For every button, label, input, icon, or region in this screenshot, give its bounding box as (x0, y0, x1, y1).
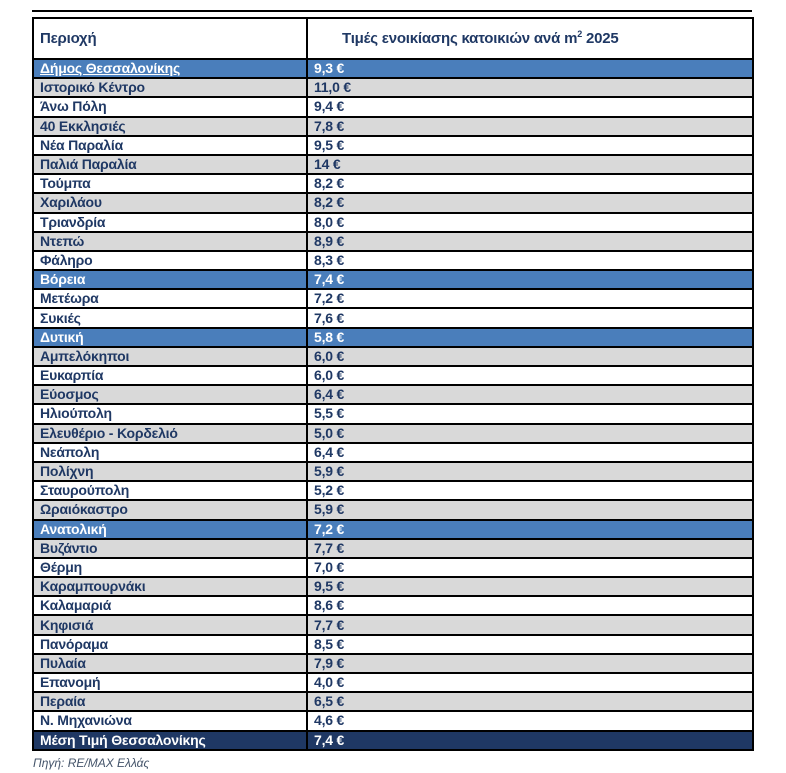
price-cell: 7,2 € (307, 289, 753, 308)
price-cell: 11,0 € (307, 78, 753, 97)
area-cell: 40 Εκκλησιές (33, 117, 307, 136)
area-cell: Ευκαρπία (33, 366, 307, 385)
area-cell: Ελευθέριο - Κορδελιό (33, 424, 307, 443)
price-cell: 4,6 € (307, 711, 753, 730)
table-row (33, 328, 753, 347)
table-row (33, 136, 753, 155)
table-row (33, 692, 753, 711)
price-cell: 8,3 € (307, 251, 753, 270)
area-cell: Παλιά Παραλία (33, 155, 307, 174)
price-cell: 8,9 € (307, 232, 753, 251)
price-cell: 9,3 € (307, 59, 753, 78)
area-cell: Συκιές (33, 308, 307, 327)
price-cell: 7,6 € (307, 308, 753, 327)
table-row (33, 308, 753, 327)
table-row (33, 366, 753, 385)
table-row (33, 500, 753, 519)
table-row (33, 731, 753, 750)
column-header-price-text: Τιμές ενοικίασης κατοικιών ανά m (342, 30, 578, 47)
table-row (33, 711, 753, 730)
table-row (33, 117, 753, 136)
price-cell: 6,0 € (307, 347, 753, 366)
area-cell: Καλαμαριά (33, 596, 307, 615)
area-cell: Ηλιούπολη (33, 404, 307, 423)
area-cell: Νέα Παραλία (33, 136, 307, 155)
table-row (33, 251, 753, 270)
area-cell: Τριανδρία (33, 213, 307, 232)
table-row (33, 155, 753, 174)
superscript-2: 2 (577, 29, 583, 39)
area-cell: Πανόραμα (33, 635, 307, 654)
price-cell: 7,2 € (307, 520, 753, 539)
area-cell: Καραμπουρνάκι (33, 577, 307, 596)
table-row (33, 481, 753, 500)
area-cell: Εύοσμος (33, 385, 307, 404)
price-cell: 7,4 € (307, 270, 753, 289)
table-row (33, 193, 753, 212)
price-cell: 7,9 € (307, 654, 753, 673)
area-cell: Πολίχνη (33, 462, 307, 481)
price-cell: 9,4 € (307, 97, 753, 116)
table-row (33, 520, 753, 539)
table-row (33, 97, 753, 116)
table-row (33, 232, 753, 251)
price-cell: 5,9 € (307, 500, 753, 519)
price-cell: 5,0 € (307, 424, 753, 443)
price-cell: 7,7 € (307, 539, 753, 558)
table-row (33, 615, 753, 634)
price-cell: 5,9 € (307, 462, 753, 481)
area-cell: Βυζάντιο (33, 539, 307, 558)
table-body (33, 59, 753, 750)
area-cell: Ν. Μηχανιώνα (33, 711, 307, 730)
price-cell: 6,4 € (307, 443, 753, 462)
price-cell: 8,2 € (307, 174, 753, 193)
area-cell: Βόρεια (33, 270, 307, 289)
table-row (33, 404, 753, 423)
area-cell: Μετέωρα (33, 289, 307, 308)
source-note: Πηγή: RE/MAX Ελλάς (33, 756, 150, 770)
area-cell: Επανομή (33, 673, 307, 692)
area-cell: Μέση Τιμή Θεσσαλονίκης (33, 731, 307, 750)
column-header-price (307, 18, 753, 59)
area-cell: Δυτική (33, 328, 307, 347)
table-row (33, 596, 753, 615)
table-row (33, 654, 753, 673)
table-row (33, 289, 753, 308)
price-cell: 6,4 € (307, 385, 753, 404)
area-cell: Θέρμη (33, 558, 307, 577)
table-row (33, 213, 753, 232)
table-row (33, 270, 753, 289)
price-table (32, 17, 754, 751)
price-cell: 9,5 € (307, 577, 753, 596)
table-row (33, 59, 753, 78)
area-cell: Άνω Πόλη (33, 97, 307, 116)
table-row (33, 462, 753, 481)
price-cell: 14 € (307, 155, 753, 174)
table-row (33, 673, 753, 692)
table-header-row (33, 18, 753, 59)
column-header-area: Περιοχή (33, 18, 307, 59)
price-cell: 8,6 € (307, 596, 753, 615)
price-cell: 7,0 € (307, 558, 753, 577)
table-row (33, 539, 753, 558)
price-cell: 5,2 € (307, 481, 753, 500)
column-header-price-year: 2025 (582, 30, 619, 47)
price-cell: 6,5 € (307, 692, 753, 711)
top-rule (32, 10, 752, 12)
table-row (33, 635, 753, 654)
price-cell: 8,5 € (307, 635, 753, 654)
area-cell: Κηφισιά (33, 615, 307, 634)
table-row (33, 577, 753, 596)
price-cell: 9,5 € (307, 136, 753, 155)
price-cell: 7,8 € (307, 117, 753, 136)
table-row (33, 443, 753, 462)
area-cell: Ντεπώ (33, 232, 307, 251)
table-header (33, 18, 753, 59)
area-cell: Χαριλάου (33, 193, 307, 212)
area-cell: Πυλαία (33, 654, 307, 673)
price-cell: 6,0 € (307, 366, 753, 385)
area-cell: Αμπελόκηποι (33, 347, 307, 366)
table-row (33, 347, 753, 366)
area-cell: Ανατολική (33, 520, 307, 539)
price-cell: 4,0 € (307, 673, 753, 692)
table-row (33, 174, 753, 193)
price-cell: 5,8 € (307, 328, 753, 347)
price-cell: 8,0 € (307, 213, 753, 232)
table-row (33, 385, 753, 404)
area-cell: Ιστορικό Κέντρο (33, 78, 307, 97)
table-row (33, 424, 753, 443)
price-cell: 7,4 € (307, 731, 753, 750)
price-cell: 8,2 € (307, 193, 753, 212)
area-cell: Νεάπολη (33, 443, 307, 462)
price-cell: 5,5 € (307, 404, 753, 423)
area-cell: Ωραιόκαστρο (33, 500, 307, 519)
table-row (33, 558, 753, 577)
area-cell: Δήμος Θεσσαλονίκης (33, 59, 307, 78)
area-cell: Φάληρο (33, 251, 307, 270)
area-cell: Τούμπα (33, 174, 307, 193)
table-row (33, 78, 753, 97)
area-cell: Σταυρούπολη (33, 481, 307, 500)
area-cell: Περαία (33, 692, 307, 711)
price-cell: 7,7 € (307, 615, 753, 634)
